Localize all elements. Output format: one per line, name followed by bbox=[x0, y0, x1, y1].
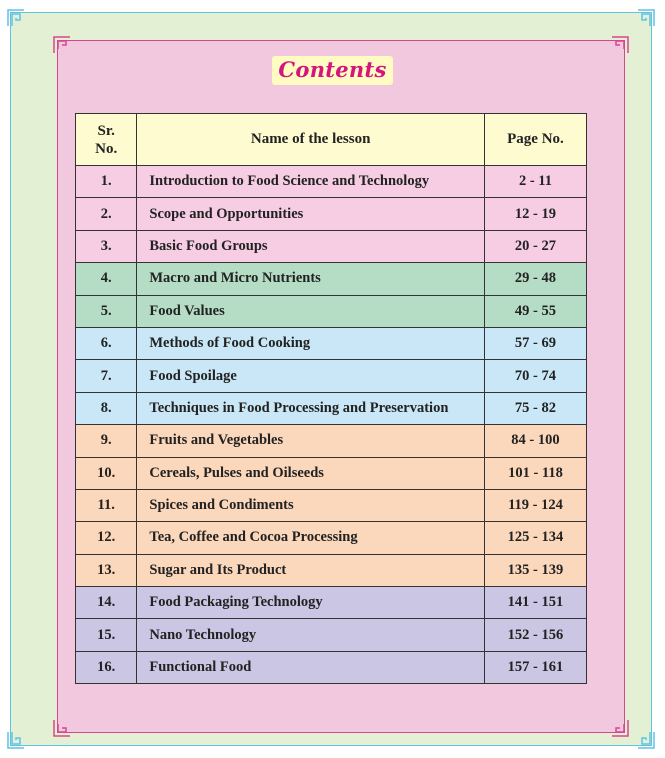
corner-ornament-icon bbox=[611, 36, 629, 54]
corner-ornament-icon bbox=[611, 719, 629, 737]
table-row bbox=[76, 489, 587, 521]
corner-ornament-icon bbox=[53, 719, 71, 737]
sr-number: 12. bbox=[76, 522, 137, 554]
page-range: 141 - 151 bbox=[484, 587, 586, 619]
table-body bbox=[76, 166, 587, 684]
lesson-name: Scope and Opportunities bbox=[137, 198, 485, 230]
sr-number: 4. bbox=[76, 263, 137, 295]
page-range: 49 - 55 bbox=[484, 295, 586, 327]
page-range: 75 - 82 bbox=[484, 392, 586, 424]
sr-number: 6. bbox=[76, 327, 137, 359]
header-lesson-name: Name of the lesson bbox=[137, 114, 485, 166]
sr-number: 5. bbox=[76, 295, 137, 327]
page-range: 125 - 134 bbox=[484, 522, 586, 554]
sr-number: 8. bbox=[76, 392, 137, 424]
page-range: 135 - 139 bbox=[484, 554, 586, 586]
sr-number: 2. bbox=[76, 198, 137, 230]
sr-number: 15. bbox=[76, 619, 137, 651]
table-row bbox=[76, 198, 587, 230]
table-row bbox=[76, 230, 587, 262]
page-range: 12 - 19 bbox=[484, 198, 586, 230]
sr-number: 7. bbox=[76, 360, 137, 392]
lesson-name: Spices and Condiments bbox=[137, 489, 485, 521]
page-range: 101 - 118 bbox=[484, 457, 586, 489]
lesson-name: Basic Food Groups bbox=[137, 230, 485, 262]
table-row bbox=[76, 392, 587, 424]
sr-number: 13. bbox=[76, 554, 137, 586]
table-row bbox=[76, 457, 587, 489]
sr-number: 9. bbox=[76, 425, 137, 457]
corner-ornament-icon bbox=[637, 731, 655, 749]
header-sr-no bbox=[76, 114, 137, 166]
table-row bbox=[76, 166, 587, 198]
page-range: 20 - 27 bbox=[484, 230, 586, 262]
sr-number: 14. bbox=[76, 587, 137, 619]
sr-number: 10. bbox=[76, 457, 137, 489]
corner-ornament-icon bbox=[7, 9, 25, 27]
lesson-name: Functional Food bbox=[137, 651, 485, 683]
lesson-name: Macro and Micro Nutrients bbox=[137, 263, 485, 295]
sr-number: 16. bbox=[76, 651, 137, 683]
lesson-name: Fruits and Vegetables bbox=[137, 425, 485, 457]
page-range: 152 - 156 bbox=[484, 619, 586, 651]
page-range: 119 - 124 bbox=[484, 489, 586, 521]
header-page-no: Page No. bbox=[484, 114, 586, 166]
page-range: 84 - 100 bbox=[484, 425, 586, 457]
table-header-row bbox=[76, 114, 587, 166]
sr-number: 11. bbox=[76, 489, 137, 521]
table-row bbox=[76, 295, 587, 327]
lesson-name: Techniques in Food Processing and Preservation bbox=[137, 392, 485, 424]
lesson-name: Introduction to Food Science and Technology bbox=[137, 166, 485, 198]
lesson-name: Nano Technology bbox=[137, 619, 485, 651]
table-row bbox=[76, 587, 587, 619]
table-row bbox=[76, 425, 587, 457]
corner-ornament-icon bbox=[53, 36, 71, 54]
table-row bbox=[76, 360, 587, 392]
table-row bbox=[76, 327, 587, 359]
sr-number: 1. bbox=[76, 166, 137, 198]
table-row bbox=[76, 554, 587, 586]
lesson-name: Cereals, Pulses and Oilseeds bbox=[137, 457, 485, 489]
corner-ornament-icon bbox=[637, 9, 655, 27]
page-range: 29 - 48 bbox=[484, 263, 586, 295]
title-wrap bbox=[0, 56, 665, 85]
table-row bbox=[76, 522, 587, 554]
lesson-name: Food Values bbox=[137, 295, 485, 327]
table-row bbox=[76, 651, 587, 683]
page-title: Contents bbox=[272, 56, 392, 85]
sr-number: 3. bbox=[76, 230, 137, 262]
header-sr-line2: No. bbox=[95, 140, 118, 157]
corner-ornament-icon bbox=[7, 731, 25, 749]
header-sr-line1: Sr. bbox=[97, 122, 115, 139]
table-row bbox=[76, 619, 587, 651]
lesson-name: Methods of Food Cooking bbox=[137, 327, 485, 359]
table-row bbox=[76, 263, 587, 295]
page-range: 157 - 161 bbox=[484, 651, 586, 683]
lesson-name: Sugar and Its Product bbox=[137, 554, 485, 586]
contents-table bbox=[75, 113, 587, 684]
page-range: 2 - 11 bbox=[484, 166, 586, 198]
lesson-name: Food Spoilage bbox=[137, 360, 485, 392]
lesson-name: Food Packaging Technology bbox=[137, 587, 485, 619]
page-range: 57 - 69 bbox=[484, 327, 586, 359]
page-range: 70 - 74 bbox=[484, 360, 586, 392]
lesson-name: Tea, Coffee and Cocoa Processing bbox=[137, 522, 485, 554]
